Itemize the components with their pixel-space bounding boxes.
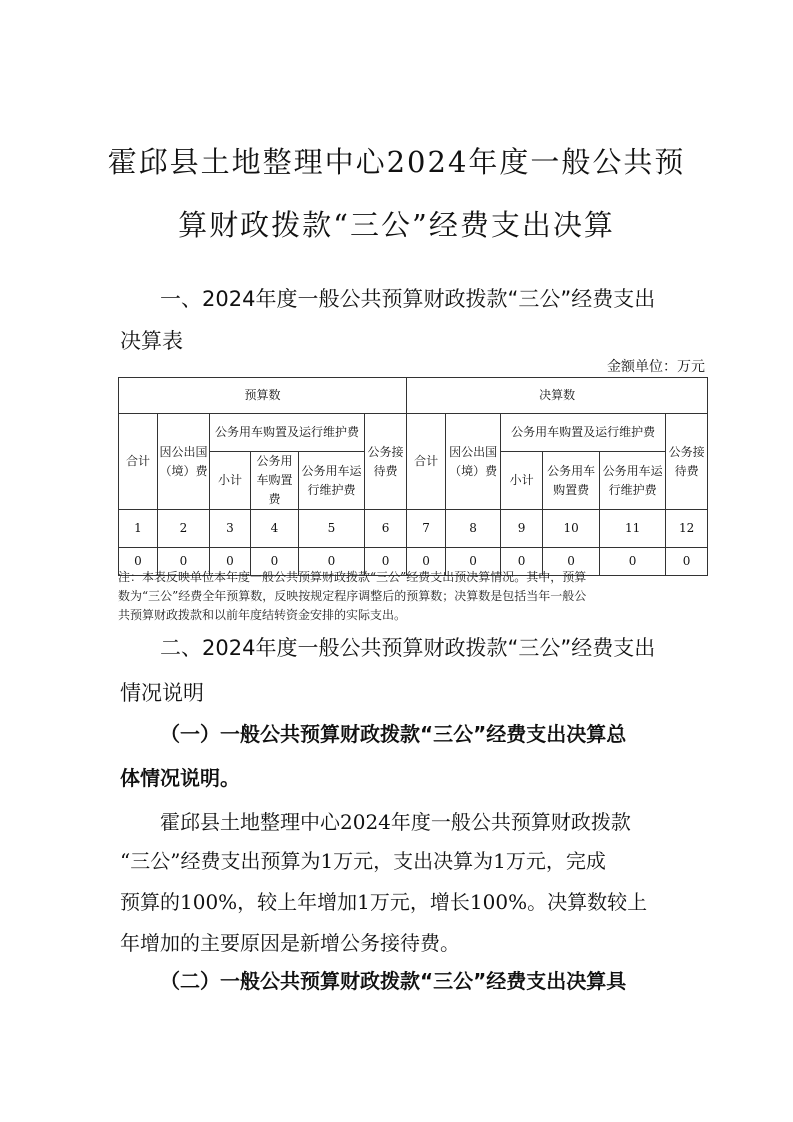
document-title-line-1: 霍邱县土地整理中心2024年度一般公共预 — [107, 145, 686, 179]
value-cell: 0 — [158, 548, 210, 576]
actual-vehicle-maintenance-header: 公务用车运行维护费 — [600, 452, 666, 510]
subsection-1-heading: （一）一般公共预算财政拨款“三公”经费支出决算总 — [160, 722, 627, 746]
note-line: 数为“三公”经费全年预算数，反映按规定程序调整后的预算数；决算数是包括当年一般公 — [118, 589, 587, 603]
value-cell: 0 — [600, 548, 666, 576]
note-line: 共预算财政拨款和以前年度结转资金安排的实际支出。 — [118, 608, 407, 622]
value-cell: 0 — [407, 548, 446, 576]
budget-vehicle-group-header: 公务用车购置及运行维护费 — [210, 414, 365, 452]
value-cell: 0 — [446, 548, 501, 576]
actual-vehicle-purchase-header: 公务用车购置费 — [543, 452, 600, 510]
index-cell: 7 — [407, 510, 446, 548]
section-1-heading: 一、2024年度一般公共预算财政拨款“三公”经费支出 — [160, 287, 656, 311]
budget-subtotal-header: 小计 — [210, 452, 251, 510]
table-subheader-row — [119, 414, 708, 452]
index-row — [119, 510, 708, 548]
budget-total-header: 合计 — [119, 414, 158, 510]
index-cell: 6 — [365, 510, 407, 548]
paragraph-line: 年增加的主要原因是新增公务接待费。 — [120, 931, 460, 955]
index-cell: 3 — [210, 510, 251, 548]
table-header-row — [119, 378, 708, 414]
value-cell: 0 — [365, 548, 407, 576]
paragraph-line: 霍邱县土地整理中心2024年度一般公共预算财政拨款 — [160, 810, 631, 834]
subsection-1-heading-cont: 体情况说明。 — [120, 766, 240, 790]
budget-header: 预算数 — [119, 378, 407, 414]
actual-abroad-header: 因公出国（境）费 — [446, 414, 501, 510]
index-cell: 12 — [666, 510, 708, 548]
value-cell: 0 — [210, 548, 251, 576]
actual-total-header: 合计 — [407, 414, 446, 510]
value-cell: 0 — [666, 548, 708, 576]
actual-subtotal-header: 小计 — [501, 452, 543, 510]
actual-vehicle-group-header: 公务用车购置及运行维护费 — [501, 414, 666, 452]
actual-reception-header: 公务接待费 — [666, 414, 708, 510]
value-cell: 0 — [543, 548, 600, 576]
budget-vehicle-maintenance-header: 公务用车运行维护费 — [299, 452, 365, 510]
table-note — [118, 568, 678, 625]
value-cell: 0 — [119, 548, 158, 576]
unit-label: 金额单位：万元 — [607, 359, 705, 375]
index-cell: 5 — [299, 510, 365, 548]
section-2-heading-cont: 情况说明 — [120, 681, 204, 705]
section-2-heading: 二、2024年度一般公共预算财政拨款“三公”经费支出 — [160, 636, 656, 660]
index-cell: 2 — [158, 510, 210, 548]
index-cell: 9 — [501, 510, 543, 548]
budget-abroad-header: 因公出国（境）费 — [158, 414, 210, 510]
value-cell: 0 — [501, 548, 543, 576]
note-line: 注：本表反映单位本年度一般公共预算财政拨款“三公”经费支出预决算情况。其中，预算 — [118, 570, 587, 584]
index-cell: 10 — [543, 510, 600, 548]
budget-vehicle-purchase-header: 公务用车购置费 — [251, 452, 299, 510]
three-public-expense-table — [118, 377, 708, 576]
budget-reception-header: 公务接待费 — [365, 414, 407, 510]
paragraph-line: 预算的100%，较上年增加1万元，增长100%。决算数较上 — [120, 890, 648, 914]
paragraph-line: “三公”经费支出预算为1万元，支出决算为1万元，完成 — [120, 849, 606, 873]
index-cell: 8 — [446, 510, 501, 548]
actual-header: 决算数 — [407, 378, 708, 414]
value-cell: 0 — [251, 548, 299, 576]
section-1-heading-cont: 决算表 — [120, 329, 183, 353]
index-cell: 4 — [251, 510, 299, 548]
value-cell: 0 — [299, 548, 365, 576]
document-title-line-2: 算财政拨款“三公”经费支出决算 — [178, 208, 615, 242]
index-cell: 1 — [119, 510, 158, 548]
index-cell: 11 — [600, 510, 666, 548]
subsection-2-heading: （二）一般公共预算财政拨款“三公”经费支出决算具 — [160, 969, 627, 993]
